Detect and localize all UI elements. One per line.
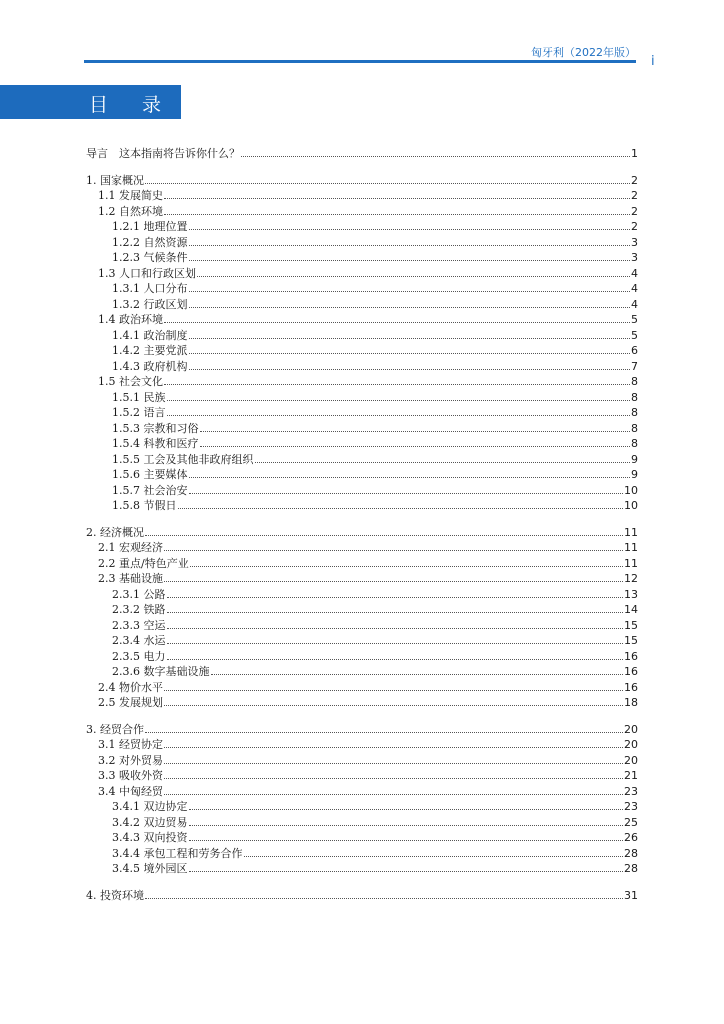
toc-entry[interactable] [86,721,638,737]
toc-entry[interactable] [86,466,638,482]
toc-entry-page: 2 [631,173,638,187]
dot-leader [164,203,630,215]
toc-entry[interactable] [86,280,638,296]
toc-entry-label: 1.5.3 宗教和习俗 [112,421,199,435]
toc-entry-page: 23 [624,784,638,798]
toc-entry[interactable] [86,752,638,768]
dot-leader [178,497,624,509]
toc-entry-page: 10 [624,499,638,512]
header-divider [84,60,636,63]
toc-entry-page: 15 [624,634,638,647]
toc-entry[interactable] [86,327,638,343]
toc-entry[interactable] [86,570,638,586]
dot-leader [164,736,623,748]
dot-leader [189,860,624,872]
dot-leader [145,172,630,184]
toc-entry-page: 16 [624,680,638,694]
toc-entry-page: 21 [624,769,638,782]
dot-leader [189,466,631,478]
dot-leader [189,218,631,230]
toc-entry-label: 1.3.2 行政区划 [112,297,188,311]
toc-entry[interactable] [86,342,638,358]
toc-entry-label: 2.1 宏观经济 [98,541,163,554]
toc-entry[interactable] [86,482,638,498]
toc-entry[interactable] [86,296,638,312]
header-title: 匈牙利（2022年版） [531,46,636,59]
dot-leader [164,767,623,779]
toc-entry-label: 1.4 政治环境 [98,313,163,326]
toc-entry-page: 9 [631,452,638,466]
toc-entry-page: 25 [624,815,638,829]
dot-leader [164,311,630,323]
toc-entry-label: 3.3 吸收外资 [98,769,163,782]
toc-entry-label: 1.2 自然环境 [98,204,163,218]
dot-leader [189,280,631,292]
toc-entry-label: 2.2 重点/特色产业 [98,556,189,570]
toc-entry-label: 1.1 发展简史 [98,189,163,202]
toc-entry-page: 26 [624,831,638,844]
dot-leader [145,721,623,733]
toc-entry-page: 15 [624,618,638,632]
toc-entry-label: 2.3.5 电力 [112,649,166,663]
toc-entry[interactable] [86,539,638,555]
toc-banner [0,85,181,119]
toc-heading: 目 录 [89,94,176,116]
toc-entry-label: 1.3.1 人口分布 [112,282,188,295]
toc-entry-page: 20 [624,753,638,767]
toc-entry-label: 1.5.6 主要媒体 [112,468,188,481]
toc-entry-page: 11 [624,525,638,539]
toc-entry[interactable] [86,389,638,405]
toc-entry[interactable] [86,829,638,845]
dot-leader [190,555,623,567]
toc-entry-label: 1. 国家概况 [86,173,144,187]
toc-entry-page: 20 [624,722,638,736]
toc-entry[interactable] [86,663,638,679]
toc-entry-page: 2 [631,220,638,233]
toc-entry[interactable] [86,373,638,389]
toc-entry-label: 1.4.2 主要党派 [112,344,188,357]
dot-leader [197,265,630,277]
toc-entry-label: 1.5.4 科教和医疗 [112,437,199,450]
toc-entry-page: 16 [624,665,638,678]
dot-leader [189,814,624,826]
toc-entry[interactable] [86,420,638,436]
toc-entry-label: 2.3.2 铁路 [112,603,166,616]
toc-entry[interactable] [86,145,638,161]
toc-entry-page: 2 [631,189,638,202]
toc-entry[interactable] [86,798,638,814]
toc-entry[interactable] [86,555,638,571]
toc-entry-page: 10 [624,483,638,497]
toc-entry-label: 1.4.3 政府机构 [112,359,188,373]
dot-leader [145,887,623,899]
toc-entry[interactable] [86,736,638,752]
toc-entry[interactable] [86,601,638,617]
dot-leader [167,389,631,401]
dot-leader [200,420,631,432]
dot-leader [145,524,623,536]
dot-leader [167,617,624,629]
dot-leader [244,845,624,857]
toc-entry-page: 8 [631,390,638,404]
toc-entry-page: 14 [624,603,638,616]
toc-entry-label: 3.4.4 承包工程和劳务合作 [112,846,243,860]
toc-entry-label: 1.5.5 工会及其他非政府组织 [112,452,254,466]
toc-entry[interactable] [86,451,638,467]
dot-leader [189,342,631,354]
toc-entry-label: 3.2 对外贸易 [98,753,163,767]
dot-leader [164,752,623,764]
dot-leader [164,570,623,582]
toc-entry-label: 1.2.3 气候条件 [112,251,188,264]
toc-entry[interactable] [86,497,638,513]
dot-leader [167,586,624,598]
toc-entry[interactable] [86,679,638,695]
toc-entry[interactable] [86,617,638,633]
toc-entry-page: 13 [624,587,638,601]
dot-leader [167,404,631,416]
toc-entry-label: 3.4 中匈经贸 [98,784,163,798]
toc-entry[interactable] [86,783,638,799]
toc-entry-label: 3.4.1 双边协定 [112,800,188,813]
toc-entry[interactable] [86,845,638,861]
toc-entry-label: 2.3.4 水运 [112,634,166,647]
toc-entry[interactable] [86,404,638,420]
toc-entry[interactable] [86,648,638,664]
toc-entry-page: 4 [631,282,638,295]
dot-leader [189,358,631,370]
page-number: i [651,54,655,69]
toc-entry-page: 4 [631,297,638,311]
toc-entry-label: 4. 投资环境 [86,888,144,902]
toc-entry[interactable] [86,435,638,451]
toc-entry[interactable] [86,249,638,265]
dot-leader [189,296,631,308]
toc-entry-page: 8 [631,421,638,435]
dot-leader [189,234,631,246]
toc-entry-page: 1 [631,147,638,160]
toc-entry[interactable] [86,860,638,876]
toc-entry[interactable] [86,187,638,203]
dot-leader [189,798,624,810]
toc-entry-page: 20 [624,738,638,751]
dot-leader [189,249,631,261]
toc-entry[interactable] [86,814,638,830]
toc-entry-label: 2.3 基础设施 [98,572,163,585]
toc-entry[interactable] [86,632,638,648]
dot-leader [211,663,624,675]
toc-entry-page: 8 [631,406,638,419]
toc-entry-label: 1.5.2 语言 [112,406,166,419]
toc-entry-page: 2 [631,204,638,218]
dot-leader [167,648,624,660]
dot-leader [164,783,623,795]
toc-entry-page: 8 [631,375,638,388]
toc-entry-label: 1.2.2 自然资源 [112,235,188,249]
toc-entry-label: 1.2.1 地理位置 [112,220,188,233]
toc-entry-page: 31 [624,888,638,902]
toc-entry-label: 导言 这本指南将告诉你什么？ [86,147,240,160]
toc-entry-label: 1.5.1 民族 [112,390,166,404]
toc-entry-label: 2.4 物价水平 [98,680,163,694]
dot-leader [167,601,624,613]
toc-entry[interactable] [86,234,638,250]
toc-entry-page: 16 [624,649,638,663]
dot-leader [164,679,623,691]
table-of-contents [86,145,638,902]
toc-entry-page: 11 [624,541,638,554]
toc-entry-page: 8 [631,437,638,450]
dot-leader [241,145,630,157]
toc-entry-page: 5 [631,328,638,342]
toc-entry-page: 9 [631,468,638,481]
toc-entry-label: 1.5 社会文化 [98,375,163,388]
toc-entry-label: 1.5.8 节假日 [112,499,177,512]
toc-entry[interactable] [86,311,638,327]
dot-leader [189,327,631,339]
toc-entry-page: 4 [631,266,638,280]
dot-leader [164,539,623,551]
dot-leader [200,435,631,447]
dot-leader [164,373,630,385]
toc-entry-label: 2.3.6 数字基础设施 [112,665,210,678]
toc-entry-label: 2.5 发展规划 [98,696,163,709]
toc-entry-page: 28 [624,862,638,875]
toc-entry-label: 2. 经济概况 [86,525,144,539]
toc-entry[interactable] [86,524,638,540]
toc-entry-label: 2.3.1 公路 [112,587,166,601]
toc-entry-label: 3.1 经贸协定 [98,738,163,751]
toc-entry-page: 3 [631,251,638,264]
dot-leader [189,482,624,494]
toc-entry[interactable] [86,767,638,783]
toc-entry[interactable] [86,203,638,219]
toc-entry[interactable] [86,172,638,188]
toc-entry-page: 28 [624,846,638,860]
toc-entry-label: 3. 经贸合作 [86,722,144,736]
toc-entry-page: 7 [631,359,638,373]
toc-entry-page: 11 [624,556,638,570]
dot-leader [167,632,624,644]
dot-leader [255,451,631,463]
toc-entry-label: 1.3 人口和行政区划 [98,266,196,280]
toc-entry[interactable] [86,586,638,602]
toc-entry-page: 5 [631,313,638,326]
toc-entry-page: 6 [631,344,638,357]
toc-entry[interactable] [86,694,638,710]
toc-entry-label: 1.4.1 政治制度 [112,328,188,342]
toc-entry-page: 3 [631,235,638,249]
toc-entry-label: 1.5.7 社会治安 [112,483,188,497]
toc-entry-label: 2.3.3 空运 [112,618,166,632]
dot-leader [164,187,630,199]
toc-entry-page: 18 [624,696,638,709]
toc-entry[interactable] [86,887,638,903]
toc-entry[interactable] [86,265,638,281]
dot-leader [164,694,623,706]
toc-entry-page: 12 [624,572,638,585]
toc-entry-label: 3.4.5 境外园区 [112,862,188,875]
dot-leader [189,829,624,841]
toc-entry-label: 3.4.3 双向投资 [112,831,188,844]
toc-entry-page: 23 [624,800,638,813]
toc-entry[interactable] [86,218,638,234]
toc-entry[interactable] [86,358,638,374]
toc-entry-label: 3.4.2 双边贸易 [112,815,188,829]
